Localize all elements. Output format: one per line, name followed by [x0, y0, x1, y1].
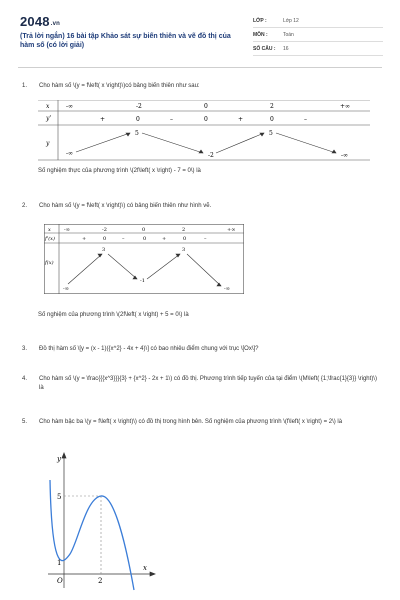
variation-table-1: [38, 100, 370, 162]
question-3: [22, 345, 382, 354]
meta-key: MÔN :: [253, 31, 268, 38]
page-title: (Trả lời ngắn) 16 bài tập Khảo sát sự biến thiên và vẽ đồ thị của hàm số (có lời giải): [20, 33, 231, 49]
t1-y-value: -2: [208, 152, 214, 159]
t2-y-value: 3: [102, 247, 106, 253]
cubic-graph: [40, 450, 160, 595]
question-number: 3.: [22, 346, 28, 352]
t2-sign: +: [162, 236, 167, 242]
t1-sign: +: [238, 116, 244, 123]
t1-sign: 0: [270, 116, 274, 123]
t1-label-y: y: [46, 140, 50, 147]
t2-x-value: 0: [142, 227, 146, 233]
question-number: 5.: [22, 419, 28, 425]
meta-key: SỐ CÂU :: [253, 45, 276, 52]
t2-y-value: -∞: [63, 286, 69, 292]
meta-row-subject: [253, 28, 383, 42]
meta-row-count: [253, 42, 383, 56]
t1-label-x: x: [46, 103, 50, 110]
question-text: Cho hàm số \(y = \frac{{{x^3}}}{3} + {x^2} - 2x + 1\) có đồ thị. Phương trình tiếp tuyến của tại điểm \(M\left( {1;\frac{1}{3}} \right)\) là: [39, 376, 377, 391]
question-4: [22, 375, 382, 393]
t2-sign: –: [122, 236, 125, 242]
graph-x-tick: 2: [98, 577, 103, 585]
meta-key: LỚP :: [253, 17, 267, 24]
t2-sign: 0: [183, 236, 187, 242]
t2-label-f: f(x): [45, 260, 54, 266]
header-divider: [18, 67, 382, 68]
t2-x-value: -∞: [64, 227, 70, 233]
t1-sign: –: [170, 116, 173, 123]
t2-y-value: 3: [182, 247, 186, 253]
t1-x-value: -2: [136, 103, 142, 110]
question-number: 4.: [22, 376, 28, 382]
t1-sign: 0: [136, 116, 140, 123]
t1-sign: –: [304, 116, 307, 123]
meta-panel: [253, 14, 383, 56]
question-2-prompt: Số nghiệm của phương trình \(2f\left( x \right) + 5 = 0\) là: [38, 312, 189, 318]
logo-text: 2048: [20, 14, 50, 29]
t1-y-value: -∞: [341, 152, 349, 159]
t1-y-value: -∞: [66, 150, 74, 157]
t2-x-value: 2: [182, 227, 186, 233]
graph-axis-x-label: x: [143, 564, 147, 572]
t1-y-value: 5: [269, 130, 273, 137]
t1-x-value: -∞: [66, 103, 74, 110]
graph-y-tick: 1: [57, 559, 62, 567]
question-1: [22, 82, 382, 91]
t2-x-value: +∞: [227, 227, 236, 233]
graph-y-tick: 5: [57, 493, 62, 501]
t2-sign: 0: [103, 236, 107, 242]
t1-label-derivative: y': [46, 115, 52, 122]
meta-value: Toán: [283, 31, 294, 38]
meta-value: 16: [283, 45, 289, 52]
t1-y-value: 5: [135, 130, 139, 137]
t1-x-value: +∞: [340, 103, 351, 110]
question-number: 1.: [22, 83, 28, 89]
question-text: Đồ thị hàm số \[y = (x - 1)({x^2} - 4x + 4)\] có bao nhiêu điểm chung với trục \[Ox\]?: [39, 346, 259, 352]
graph-axis-y-label: y: [57, 455, 61, 463]
question-number: 2.: [22, 203, 28, 209]
question-1-prompt: Số nghiệm thực của phương trình \(2f\left( x \right) - 7 = 0\) là: [38, 168, 201, 174]
graph-origin-label: O: [57, 577, 63, 585]
t1-x-value: 2: [270, 103, 274, 110]
t2-x-value: -2: [102, 227, 107, 233]
meta-value: Lớp 12: [283, 17, 299, 24]
t2-y-value: -∞: [224, 286, 230, 292]
t2-sign: –: [204, 236, 207, 242]
question-text: Cho hàm bậc ba \(y = f\left( x \right)\) có đồ thị trong hình bên. Số nghiệm của phương trình \(f\left( x \right) = 2\) là: [39, 419, 343, 425]
t1-sign: 0: [204, 116, 208, 123]
cubic-curve: [50, 480, 134, 590]
question-2: [22, 202, 382, 211]
t1-x-value: 0: [204, 103, 208, 110]
t2-sign: 0: [143, 236, 147, 242]
t2-y-value: -1: [140, 278, 145, 284]
t2-label-derivative: f'(x): [45, 236, 55, 242]
question-5: [22, 418, 382, 427]
variation-table-2: [44, 224, 244, 294]
question-text: Cho hàm số \(y = f\left( x \right)\)có bảng biến thiên như sau:: [39, 83, 200, 89]
logo-suffix: .vn: [50, 21, 61, 27]
t2-label-x: x: [48, 227, 51, 233]
question-text: Cho hàm số \(y = f\left( x \right)\) có bảng biến thiên như hình vẽ.: [39, 203, 212, 209]
site-logo[interactable]: [20, 14, 60, 29]
meta-row-class: [253, 14, 383, 28]
t1-sign: +: [100, 116, 106, 123]
t2-sign: +: [82, 236, 87, 242]
